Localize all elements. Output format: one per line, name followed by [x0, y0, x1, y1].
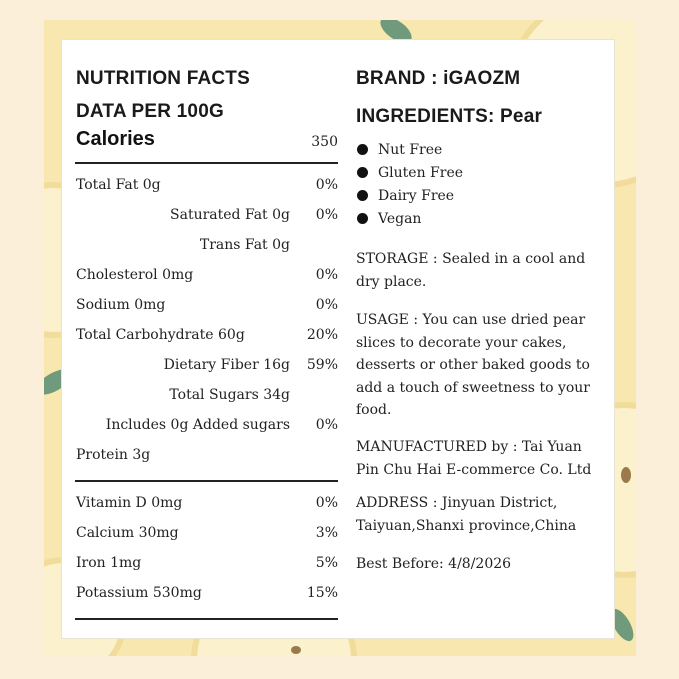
nutrition-facts-title: NUTRITION FACTS [76, 68, 250, 89]
address-text: ADDRESS : Jinyuan District, Taiyuan,Shanxi province,China [356, 495, 577, 534]
nutrient-row-vitamin-d [76, 495, 338, 515]
nutrient-row-saturated-fat [76, 207, 338, 227]
nutrient-label: Saturated Fat 0g [170, 207, 290, 223]
nutrient-label: Total Fat 0g [76, 177, 161, 193]
nutrient-percent: 3% [315, 525, 338, 541]
nutrient-label: Protein 3g [76, 447, 151, 463]
nutrient-percent: 15% [306, 585, 338, 601]
nutrient-label: Sodium 0mg [76, 297, 166, 313]
nutrient-percent: 20% [306, 327, 338, 343]
nutrient-percent: 0% [315, 207, 338, 223]
nutrient-row-added-sugars [76, 417, 338, 437]
nutrient-label: Vitamin D 0mg [76, 495, 183, 511]
nutrient-label: Iron 1mg [76, 555, 142, 571]
list-item: Nut Free [357, 142, 463, 165]
nutrient-percent: 0% [315, 297, 338, 313]
nutrient-label: Total Carbohydrate 60g [76, 327, 245, 343]
nutrient-percent: 0% [315, 177, 338, 193]
nutrient-label: Calcium 30mg [76, 525, 179, 541]
manufacturer-text: MANUFACTURED by : Tai Yuan Pin Chu Hai E-commerce Co. Ltd [356, 439, 592, 478]
nutrient-label: Dietary Fiber 16g [163, 357, 290, 373]
divider-line [75, 162, 338, 164]
nutrient-row-total-sugars [76, 387, 338, 407]
bullet-icon [357, 213, 368, 224]
nutrient-label: Cholesterol 0mg [76, 267, 194, 283]
nutrient-label: Includes 0g Added sugars [105, 417, 290, 433]
bullet-icon [357, 167, 368, 178]
nutrient-row-protein [76, 447, 338, 467]
nutrient-row-trans-fat [76, 237, 338, 257]
nutrient-label: Total Sugars 34g [169, 387, 290, 403]
nutrient-row-total-fat [76, 177, 338, 197]
nutrient-row-potassium [76, 585, 338, 605]
nutrient-row-total-carbohydrate [76, 327, 338, 347]
usage-text: USAGE : You can use dried pear slices to decorate your cakes, desserts or other baked goods to add a touch of sweetness to your food. [356, 312, 590, 418]
nutrient-row-iron [76, 555, 338, 575]
nutrient-percent: 0% [315, 267, 338, 283]
nutrition-facts-subtitle: DATA PER 100G [76, 101, 224, 122]
nutrient-percent: 59% [306, 357, 338, 373]
nutrient-percent: 0% [315, 417, 338, 433]
nutrient-row-sodium [76, 297, 338, 317]
claims-list [357, 142, 463, 234]
divider-line [75, 480, 338, 482]
nutrient-label: Potassium 530mg [76, 585, 202, 601]
list-item: Vegan [357, 211, 463, 234]
divider-line [75, 618, 338, 620]
calories-label: Calories [76, 128, 155, 150]
nutrient-percent: 5% [315, 555, 338, 571]
nutrient-row-cholesterol [76, 267, 338, 287]
bullet-icon [357, 190, 368, 201]
ingredients-heading: INGREDIENTS: Pear [356, 106, 543, 127]
nutrient-row-dietary-fiber [76, 357, 338, 377]
best-before-text: Best Before: 4/8/2026 [356, 556, 512, 572]
list-item: Gluten Free [357, 165, 463, 188]
nutrient-row-calcium [76, 525, 338, 545]
list-item: Dairy Free [357, 188, 463, 211]
bullet-icon [357, 144, 368, 155]
storage-text: STORAGE : Sealed in a cool and dry place. [356, 251, 586, 290]
calories-value: 350 [311, 134, 338, 150]
brand-heading: BRAND : iGAOZM [356, 68, 521, 89]
nutrient-percent: 0% [315, 495, 338, 511]
nutrient-label: Trans Fat 0g [199, 237, 290, 253]
